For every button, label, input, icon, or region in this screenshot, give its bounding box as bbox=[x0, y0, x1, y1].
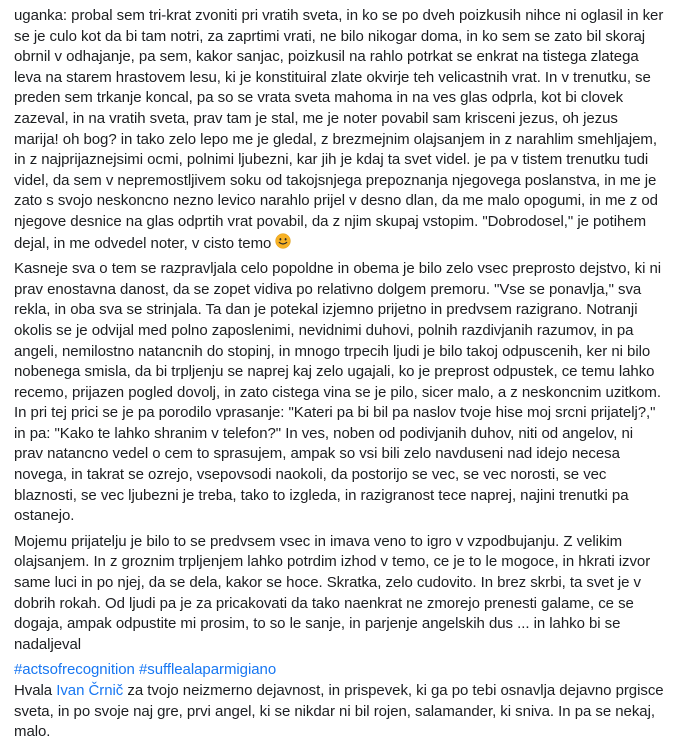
slightly-smiling-face-icon bbox=[275, 233, 291, 249]
hashtag-line bbox=[14, 660, 666, 681]
post-paragraph-1 bbox=[14, 6, 666, 254]
hashtag-sufflealaparmigiano[interactable]: #sufflealaparmigiano bbox=[138, 661, 277, 679]
post-paragraph-2: Kasneje sva o tem se razpravljala celo popoldne in obema je bilo zelo vsec preprosto dejstvo, ki ni prav enostavna danost, da se zopet vidiva po relativno dolgem premoru. "Vse se ponavlja," sva rekla, in oba sva se strinjala. Ta dan je potekal izjemno prijetno in predvsem razigrano. Notranji okolis se je odvijal med polno zaposlenimi, nevidnimi duhovi, polnih razdivjanih razumov, in pa angeli, nemilostno natancnih do stopinj, in mnogo trpecih ljudi je bilo takoj odpuscenih, ker ni bilo nobenega smisla, da bi trpljenju se naprej kaj zelo ugajali, ko je preprost odpustek, ce temu lahko recemo, prijazen pogled dovolj, in zato cistega vina se je pilo, sicer malo, a z neskoncnim uzitkom. In pri tej prici se je pa porodilo vprasanje: "Kateri pa bi bil pa naslov tvoje hise moj srcni prijatelj?," in pa: "Kako te lahko shranim v telefon?" In ves, noben od podivjanih duhov, niti od angelov, ni prav natancno vedel o cem to sprasujem, ampak so vsi bili zelo navduseni nad idejo necesa novega, in takrat se ozrejo, vsepovsodi naokoli, da postorijo se vec, se vec norosti, se vec blaznosti, se vec ljubezni je treba, tako to izgleda, in razigranost tece naprej, najini trenutki pa ostanejo. bbox=[14, 260, 662, 525]
credit-suffix-text: za tvojo neizmerno dejavnost, in prispevek, ki ga po tebi osnavlja dejavno prgisce sveta, in po svoje naj gre, prvi angel, ki se nikdar ni bil rojen, salamander, ki sniva. In pa se nekaj, malo. bbox=[14, 682, 664, 741]
post-paragraph-1-text: uganka: probal sem tri-krat zvoniti pri vratih sveta, in ko se po dveh poizkusih nihce ni oglasil in ker se je culo kot da bi tam notri, za zaprtimi vrati, ne bilo nikogar doma, in ko sem se zato bil skoraj obrnil v odhajanje, pa sem, kakor sanjac, poizkusil na rahlo potrkat se enkrat na tistega zlatega leva na starem hrastovem lesu, ki je konstituiral zlate okvirje teh velicastnih vrat. In v trenutku, se preden sem trkanje koncal, pa so se vrata sveta mahoma in na ves glas odprla, kot bi clovek zazeval, in na vratih sveta, prav tam je stal, me je noter povabil sam krisceni jezus, oh jezus marija! oh bog? in tako zelo lepo me je gledal, z brezmejnim olajsanjem in z narahlim smehljajem, in z najprijaznejsimi ocmi, polnimi ljubezni, kar jih je kdaj ta svet videl. je pa v tistem trenutku tudi videl, da sem v nepremostljivem soku od takojsnjega prepoznanja njegovega poslanstva, in me je zato s svojo neskoncno nezno levico narahlo prijel v desno dlan, da me malo opogumi, in me z od njegove desnice na glas odprtih vrat povabil, da z njim skupaj vstopim. "Dobrodosel," je potihem dejal, in me odvedel noter, v cisto temo bbox=[14, 7, 664, 252]
mention-link-ivan-crnic[interactable]: Ivan Črnič bbox=[56, 682, 124, 699]
hashtag-actsofrecognition[interactable]: #actsofrecognition bbox=[14, 661, 135, 679]
post-paragraph-3: Mojemu prijatelju je bilo to se predvsem vsec in imava veno to igro v vzpodbujanju. Z velikim olajsanjem. In z groznim trpljenjem lahko potrdim izhod v temo, ce je to le mogoce, in hkrati izvor same luci in po njej, da se dela, kakor se hoce. Skratka, zelo cudovito. In brez skrbi, ta svet je v dobrih rokah. Od ljudi pa je za pricakovati da tako naenkrat ne zmorejo prenesti galame, ce se dogaja, ampak odpustite mi prosim, to so le sanje, in parjenje angelskih dus ... in lahko bi se nadaljeval bbox=[14, 532, 651, 653]
credit-prefix-text: Hvala bbox=[14, 682, 57, 699]
credit-paragraph bbox=[14, 681, 666, 743]
